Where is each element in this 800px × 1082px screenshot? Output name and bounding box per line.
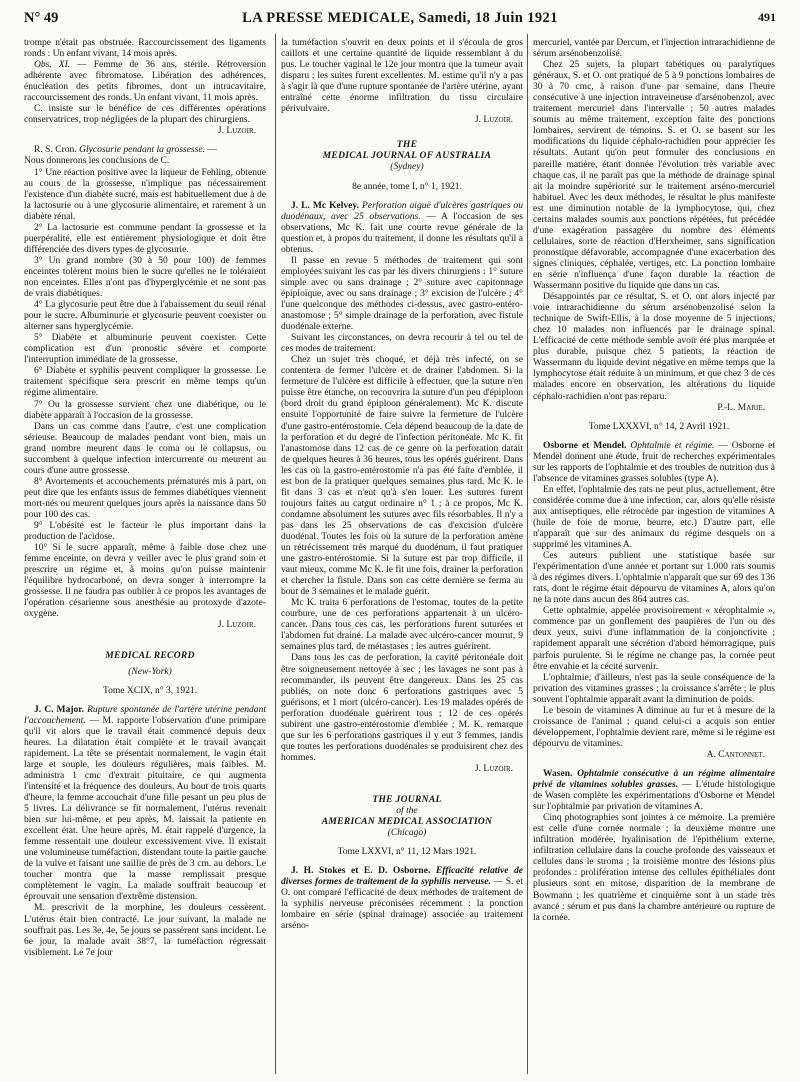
column-3 (533, 37, 775, 1077)
article-body (24, 704, 266, 903)
paragraph: la tuméfaction s'ouvrit en deux points et il s'écoula de gros caillots et une certaine quantité de liquide ressemblant à du pus. Le toucher vaginal le 12e jour montra que la tumeur avait disparu ; les suites furent excellentes. M. estime qu'il n'y a pas à s'agir là que d'une rupture spontanée de l'artère utérine, ayant entraîné cette énorme infiltration du tissu circulaire périvulvaire. (281, 37, 523, 115)
article-author: J. H. Stokes et E. D. Osborne. (291, 865, 431, 877)
author-signature: J. Luzoir. (474, 762, 513, 774)
paragraph: M. prescrivit de la morphine, les douleurs cessèrent. L'utérus était bien contracté. Le jour suivant, la malade ne souffrait pas. Les 3e, 4e, 5e jours se passèrent sans incident. Le 6e jour, la malade avait 38°7, la tuméfaction régressait visiblement. Le 7e jour (24, 902, 266, 958)
journal-title-prefix: THE (396, 139, 418, 151)
author-signature: J. Luzoir. (474, 114, 513, 126)
dash: — (204, 144, 217, 156)
article-author: Wasen. (543, 768, 573, 779)
article-text: — A l'occasion de ses observations, Mc K. fait une courte revue générale de la question et, à propos du traitement, il donne les résultats qu'il a obtenus. (281, 210, 523, 255)
article-title: Rupture spontanée de l'artère utérine pendant l'accouchement. (24, 703, 266, 726)
journal-title: MEDICAL JOURNAL OF AUSTRALIA (322, 150, 492, 162)
journal-city: (Sydney) (390, 161, 424, 173)
article-title: Perforation aiguë d'ulcères gastriques ou duodénaux, avec 25 observations. (281, 199, 523, 222)
journal-title: MEDICAL RECORD (105, 650, 195, 662)
author-signature: A. Cantonnet. (706, 748, 765, 760)
paragraph: Nous donnerons les conclusions de C. (24, 155, 170, 167)
column-rule (527, 34, 528, 1074)
paragraph: L'ophtalmie, d'ailleurs, n'est pas la seule conséquence de la privation des vitamines grasses ; la croissance s'arrête ; le plus souvent l'ophtalmie apparaît avant la diminution de poids. (533, 671, 775, 705)
conclusion-item: 1° Une réaction positive avec la liqueur de Fehling, obtenue au cours de la grossesse, n'implique pas nécessairement l'existence d'un diabète sucré, mais est habituellement due à de la lactosurie ou à une glycosurie alimentaire, et rarement à un diabète rénal. (24, 166, 266, 222)
paragraph: Cette ophtalmie, appelée provisoirement « xérophtalmie », commence par un gonflement des paupières de l'un ou des deux yeux, suivi d'une inflammation de la conjonctivite ; rapidement apparaît une sécrétion d'abord hémorragique, puis parfois purulente. Si le régime ne change pas, la cornée peut être envahie et la cécité survenir. (533, 605, 775, 672)
conclusion-item: 9° L'obésité est le facteur le plus important dans la production de l'acidose. (24, 520, 266, 543)
conclusion-item: 5° Diabète et albuminurie peuvent coexister. Cette complication est d'un pronostic sévère et comporte l'interruption immédiate de la grossesse. (24, 332, 266, 366)
article-body (533, 768, 775, 812)
paragraph: Cinq photographies sont jointes à ce mémoire. La première est celle d'une cornée normale ; la deuxième montre une infiltration modérée, hyalinisation de l'épithélium externe, infiltration cellulaire dans la couche profonde des vaisseaux et cellules dans le stroma ; la troisième montre des lésions plus profondes : prolifération intense des cellules épithéliales dont plusieurs sont en mitose, disparition de la membrane de Bowmann ; les quatrième et cinquième sont à un stade très avancé : sérum et pus dans la chambre antérieure ou rupture de la cornée. (533, 812, 775, 923)
paragraph: Suivant les circonstances, on devra recourir à tel ou tel de ces modes de traitement. (281, 332, 523, 355)
column-2 (281, 37, 523, 1077)
column-1 (24, 37, 266, 1077)
article-author: Osborne et Mendel. (543, 439, 627, 451)
paragraph: Dans tous les cas de perforation, la cavité péritonéale doit être soigneusement nettoyée à sec ; les lavages ne sont pas à recommander, ils peuvent être dangereux. Dans les 25 cas publiés, on note donc 6 perforations gastriques avec 5 guérisons, et 1 mort (ulcéro-cancer). Les 19 malades opérés de perforation duodénale guérirent tous ; 12 de ces opérés subirent une gastro-entérostomie d'emblée ; M. K. remarque que sur les 6 perforations gastriques il y eut 3 femmes, tandis que toutes les perforations duodénales se produisirent chez des hommes. (281, 652, 523, 763)
journal-issue: 8e année, tome I, n° 1, 1921. (352, 180, 462, 192)
paragraph: trompe n'était pas obstruée. Raccourcissement des ligaments ronds : Un enfant vivant, 14 mois après. (24, 37, 266, 60)
page-number-right: 491 (758, 10, 776, 24)
conclusion-item: 2° La lactosurie est commune pendant la grossesse et la puerpéralité, elle est entièrement physiologique et doit être différenciée des divers types de glycosurie. (24, 221, 266, 255)
article-author: J. C. Major. (34, 703, 85, 715)
paragraph: Dans un cas comme dans l'autre, c'est une complication sérieuse. Beaucoup de malades pendant vont bien, mais un grand nombre meurent dans le coma ou le collapsus, ou succombent à quelque infection intercurrente ou meurent au cours d'une autre grossesse. (24, 420, 266, 476)
paragraph-text: — Femme de 36 ans, stérile. Rétroversion adhérente avec fibromatose. Libération des adhérences, énucléation des petits fibromes, dont un intracavitaire, raccourcissement des ronds. Un enfant vivant, 11 mois après. (24, 59, 266, 104)
paragraph: Le besoin de vitamines A diminue au fur et à mesure de la croissance de l'animal ; quand celui-ci a acquis son entier développement, l'ophtalmie devient rare, même si le régime est dépourvu de vitamines. (533, 704, 775, 749)
paragraph: Désappointés par ce résultat, S. et O. ont alors injecté par voie intrarachidienne du sérum arsénobenzolisé selon la technique de Swift-Ellis, à la dose moyenne de 5 injections, chez 10 malades non influencés par le drainage spinal. L'efficacité de cette méthode semble avoir été plus marquée et plus durable, puisque chez 5 patients, la réaction de Wassermann du liquide devint négative en même temps que la lymphocytose était réduite à un minimum, et que chez 3 de ces malades encore en observation, les altérations du liquide céphalo-rachidien n'ont pas reparu. (533, 291, 775, 402)
journal-issue: Tome LXXXVI, n° 14, 2 Avril 1921. (588, 420, 730, 432)
article-title: Efficacité relative de diverses formes de traitement de la syphilis nerveuse. (281, 865, 523, 888)
journal-title: AMERICAN MEDICAL ASSOCIATION (321, 816, 493, 828)
article-body (281, 865, 523, 931)
journal-city: (Chicago) (387, 827, 427, 839)
article-text: — M. rapporte l'observation d'une primipare qu'il vit alors que le travail était commencé depuis deux heures. La dilatation était complète et le travail avançait rapidement. La tête se présentait normalement, le vagin était large et souple, les douleurs régulières, mais faibles. M. administra 1 cmc d'extrait pituitaire, ce qui augmenta l'intensité et la fréquence des douleurs. Au bout de trois quarts d'heure, la femme accouchait d'une fille pesant un peu plus de 5 livres. La délivrance se fit normalement, l'utérus revenait bien sur lui-même, et peu après, M. laissait la patiente en excellent état. Une heure après, M. était rappelé d'urgence, la femme ressentait une douleur excessivement vive. Il existait une volumineuse tuméfaction, distendant toute la partie gauche de la vulve et faisant une saillie de près de 3 cm. au dehors. Le toucher montra que la masse remplissait presque complètement le vagin. La malade souffrait beaucoup et éprouvait une sensation d'extrême distension. (24, 714, 266, 903)
journal-title: THE JOURNAL (372, 794, 442, 805)
author-signature: P.-L. Marie. (717, 401, 765, 413)
paragraph: Chez un sujet très choqué, et déjà très infecté, on se contentera de fermer l'ulcère et de drainer l'abdomen. Si la fermeture de l'ulcère est difficile à effectuer, que la suture n'en puisse être étanche, on recouvrira la suture d'un peu d'épiploon (bord droit du grand épiploon généralement). Mc K. discute ensuite l'opportunité de faire suivre la fermeture de l'ulcère d'une gastro-entérostomie. Cela dépend beaucoup de la date de la perforation et du degré de l'infection péritonéale. Mc K. fit l'anastomose dans 12 cas de ce genre où la perforation datait de quelques heures à 36 heures, tous les opérés guérirent. Dans les cas où la gastro-entérostomie n'a pas été faite d'emblée, il est bon de la pratiquer quelques semaines plus tard. Mc K. le fit dans 3 cas et n'eut qu'à s'en louer. Les sutures furent toujours faites au catgut ordinaire n° 1 ; à ce propos, Mc K. condamne absolument les sutures avec fils résorbables. Il n'y a pas dans les 25 observations de cas d'excision d'ulcère duodénal. Toutes les fois où la suture de la perforation amène un rétrécissement très marqué du duodénum, il faut pratiquer une gastro-entérostomie. Si la suture est par trop difficile, il vaut mieux, comme Mc K. le fit une fois, drainer la perforation et chercher la fistule. Dans son cas cette dernière se ferma au bout de 3 semaines et le malade guérit. (281, 354, 523, 598)
paragraph: Ces auteurs publient une statistique basée sur l'expérimentation d'une année et portant sur 1.000 rats soumis à des régimes divers. L'ophtalmie n'apparaît que sur 69 des 136 rats, dont le régime était dépourvu de vitamines A, alors qu'on ne la note dans aucun des 864 autres cas. (533, 550, 775, 606)
article-title: Ophtalmie et régime. (626, 439, 715, 451)
paragraph: Chez 25 sujets, la plupart tabétiques ou paralytiques généraux, S. et O. ont pratiqué de 5 à 9 ponctions lombaires de 30 à 70 cmc, à raison d'une par semaine, dans l'heure consécutive à une injection intraveineuse d'arsénobenzol, avec traitement mercuriel dans l'intervalle ; 50 autres malades soumis au même traitement, exception faite des ponctions lombaires, servirent de témoins. S. et O. se basent sur les modifications du liquide céphalo-rachidien pour apprécier les résultats. Autant qu'on peut formuler des conclusions en pareille matière, étant donnée l'évolution très variable avec chaque cas, il ne paraît pas que la méthode de drainage spinal ait la moindre supériorité sur le traitement arséno-mercuriel habituel. Avec les deux méthodes, le résultat le plus manifeste est une diminution notable de la lymphocytose, qui, chez certains malades soumis aux ponctions répétées, fut précédée d'une exagération passagère du nombre des éléments cellulaires, sorte de réaction d'Herxheimer, sans signification pronostique défavorable, accompagnée d'une exacerbation des signes cliniques, céphalée, vertiges, etc. La ponction lombaire en série n'influença d'une façon durable la réaction de Wassermann positive du liquide que dans un cas. (533, 59, 775, 292)
paragraph: Il passe en revue 5 méthodes de traitement qui sont employées suivant les cas par les divers chirurgiens : 1° suture simple avec ou sans drainage ; 2° suture avec capitonnage épiploïque, avec ou sans drainage ; 3° excision de l'ulcère ; 4° l'une quelconque des méthodes ci-dessus, avec gastro-entéro-anastomose ; 5° simple drainage de la perforation, avec fistule duodénale externe. (281, 254, 523, 333)
journal-city: (New-York) (128, 665, 172, 677)
article-body (533, 440, 775, 484)
conclusion-item: 6° Diabète et syphilis peuvent compliquer la grossesse. Le traitement spécifique sera prescrit en même temps qu'un régime alimentaire. (24, 365, 266, 399)
conclusion-item: 4° La glycosurie peut être due à l'abaissement du seuil rénal pour le sucre. Albuminurie et glycosurie peuvent coexister ou alterner sans hyperglycémie. (24, 299, 266, 333)
paragraph: Mc K. traita 6 perforations de l'estomac, toutes de la petite courbure, une de ces perforations appartenait à un ulcéro-cancer. Dans tous ces cas, les perforations furent suturées et l'abdomen fut drainé. La malade avec ulcéro-cancer mourut, 9 semaines plus tard, de métastases ; les autres guérirent. (281, 597, 523, 653)
paragraph (24, 59, 266, 103)
conclusion-item: 10° Si le sucre apparaît, même à faible dose chez une femme enceinte, on devra y veiller avec le plus grand soin et prescrire un régime et, à moins qu'on puisse maintenir l'équilibre hydrocarboné, on devra songer à interrompre la grossesse. Il ne faudra pas oublier à ce propos les avantages de l'opération césarienne sous anesthésie au protoxyde d'azote-oxygène. (24, 542, 266, 620)
journal-title-of: of the (396, 805, 418, 817)
article-text: — S. et O. ont comparé l'efficacité de deux méthodes de traitement de la syphilis nerveuse préconisées récemment : la ponction lombaire en série (spinal drainage) associée au traitement arséno- (281, 876, 523, 932)
journal-issue: Tome LXXVI, n° 11, 12 Mars 1921. (337, 846, 477, 858)
article-title: Glycosurie pendant la grossesse. (76, 144, 205, 156)
conclusion-item: 8° Avortements et accouchements prématurés mis à part, on peut dire que les enfants issus de femmes diabétiques viennent mort-nés ou meurent quelques jours après la naissance dans 50 pour 100 des cas. (24, 475, 266, 520)
article-author: J. L. Mc Kelvey. (291, 199, 360, 211)
journal-issue: Tome XCIX, n° 3, 1921. (102, 684, 198, 696)
paragraph: mercuriel, vantée par Dercum, et l'injection intrarachidienne de sérum arsénobenzolisé. (533, 37, 775, 60)
paragraph: En effet, l'ophtalmie des rats ne peut plus, actuellement, être considérée comme due à une infection, car, alors qu'elle résiste aux antiseptiques, elle rétrocède par ingestion de vitamines A (huile de foie de morue, beurre, etc.) D'autre part, elle n'apparaît que sur des animaux du régime desquels on a supprimé les vitamines A. (533, 483, 775, 551)
article-heading (24, 144, 266, 155)
article-text: — Osborne et Mendel donnent une étude, fruit de recherches expérimentales sur les rapports de l'ophtalmie et des troubles de nutrition dus à l'absence de vitamines grasses solubles (type A). (533, 439, 775, 484)
column-rule (275, 34, 276, 1074)
journal-masthead: LA PRESSE MEDICALE, Samedi, 18 Juin 1921 (242, 10, 558, 26)
article-title: Ophtalmie consécutive à un régime alimentaire privé de vitamines solubles grasses. (533, 768, 775, 791)
paragraph: C. insiste sur le bénéfice de ces différentes opérations conservatrices, trop négligées de la plupart des chirurgiens. (24, 103, 266, 126)
page-header (24, 10, 776, 32)
conclusion-item: 3° Un grand nombre (30 à 50 pour 100) de femmes enceintes tolèrent moins bien le sucre qu'elles ne le toléraient non enceintes. Elles n'ont pas d'hyperglycémie et ne sont pas de vrais diabétiques. (24, 254, 266, 300)
article-body (281, 200, 523, 255)
author-signature: J. Luzoir. (217, 125, 256, 137)
page-number-left: N° 49 (24, 10, 59, 26)
obs-label: Obs. XI. (34, 59, 71, 71)
article-author: R. S. Cron. (34, 144, 77, 156)
author-signature: J. Luzoir. (217, 619, 256, 631)
conclusion-item: 7° Ou la grossesse survient chez une diabétique, ou le diabète apparaît à l'occasion de la grossesse. (24, 398, 266, 421)
article-text: — L'étude histologique de Wasen complète les expérimentations d'Osborne et Mendel sur l'ophtalmie par privation de vitamines A. (533, 779, 775, 813)
